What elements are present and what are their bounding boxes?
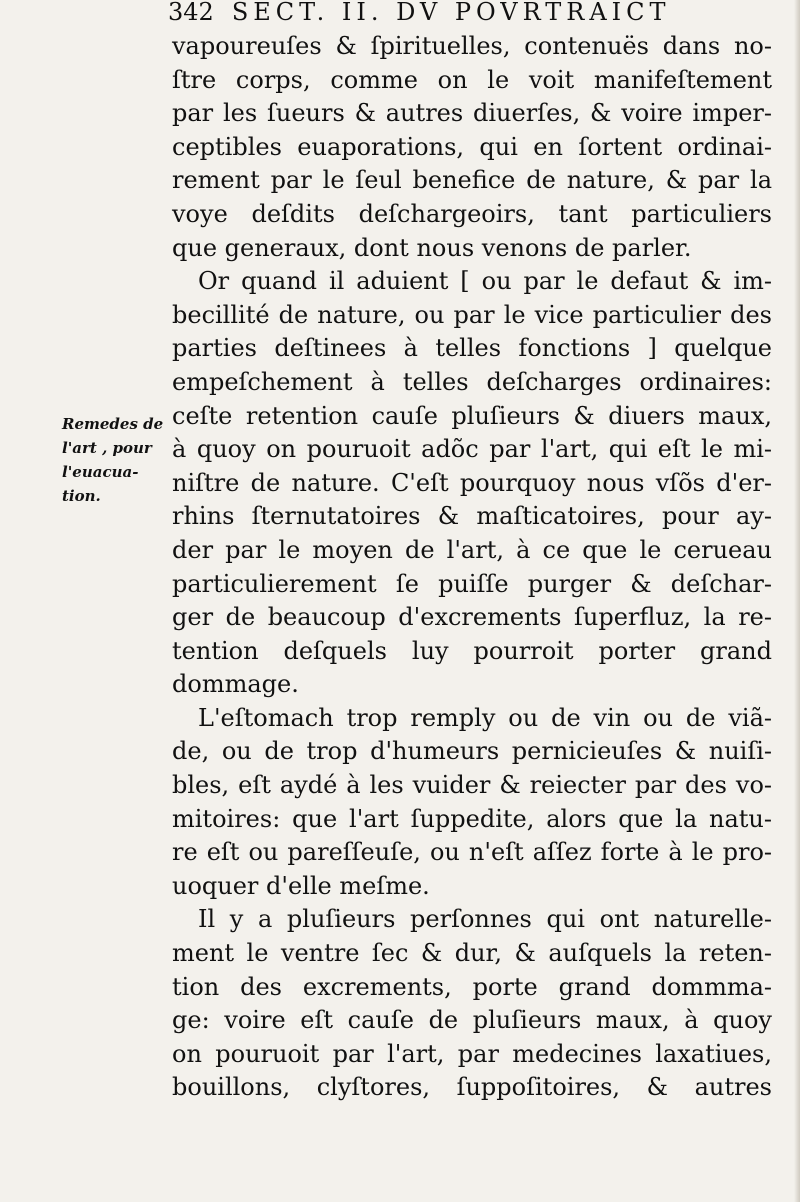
page-edge-shadow (794, 0, 800, 1202)
text-line: ment le ventre ſec & dur, & auſquels la reten- (172, 939, 772, 968)
text-line: par les ſueurs & autres diuerſes, & voire imper- (172, 99, 772, 128)
paragraph-start-line: Il y a pluſieurs perſonnes qui ont naturelle- (198, 905, 772, 934)
marginal-note-line: tion. (62, 487, 101, 505)
paragraph-start-line: L'eſtomach trop remply ou de vin ou de viã- (198, 703, 772, 732)
running-title: SECT. II. DV POVRTRAICT (231, 0, 671, 26)
paragraph-start-line: Or quand il aduient [ ou par le defaut & im- (198, 267, 772, 296)
text-line: de, ou de trop d'humeurs pernicieuſes & nuiſi- (172, 737, 772, 766)
text-line: ger de beaucoup d'excrements ſuperfluz, la re- (172, 603, 772, 632)
page-number: 342 (168, 0, 214, 26)
text-line: rhins ſternutatoires & maſticatoires, pour ay- (172, 502, 772, 531)
text-line: niſtre de nature. C'eſt pourquoy nous vſõs d'er- (172, 468, 772, 497)
text-line: bouillons, clyſtores, ſuppoſitoires, & autres (172, 1073, 772, 1102)
text-line: empeſchement à telles deſcharges ordinaires: (172, 367, 772, 396)
text-line: ceſte retention cauſe pluſieurs & diuers maux, (172, 401, 772, 430)
text-line: ſtre corps, comme on le voit manifeſtement (172, 65, 772, 94)
running-head (168, 0, 768, 24)
marginal-note-line: Remedes de (62, 415, 164, 433)
body-text (172, 30, 772, 1105)
marginal-note-line: l'euacua- (62, 463, 139, 481)
text-line: uoquer d'elle meſme. (172, 871, 430, 900)
text-line: on pouruoit par l'art, par medecines laxatiues, (172, 1039, 772, 1068)
marginal-note (62, 412, 182, 508)
text-line: bles, eſt aydé à les vuider & reiecter par des vo- (172, 771, 772, 800)
text-line: der par le moyen de l'art, à ce que le cerueau (172, 535, 772, 564)
text-line: ge: voire eſt cauſe de pluſieurs maux, à quoy (172, 1006, 772, 1035)
text-line: vapoureuſes & ſpirituelles, contenuës dans no- (172, 32, 772, 60)
text-line: particulierement ſe puiſſe purger & deſchar- (172, 569, 772, 598)
text-line: rement par le ſeul benefice de nature, & par la (172, 166, 772, 195)
text-line: re eſt ou pareſſeuſe, ou n'eſt aſſez forte à le pro- (172, 838, 772, 867)
text-line: ceptibles euaporations, qui en ſortent ordinai- (172, 132, 772, 161)
marginal-note-line: l'art , pour (62, 439, 152, 457)
text-line: que generaux, dont nous venons de parler. (172, 233, 692, 262)
text-line: tion des excrements, porte grand dommma- (172, 972, 772, 1001)
text-line: mitoires: que l'art ſuppedite, alors que la natu- (172, 804, 772, 833)
text-line: tention deſquels luy pourroit porter grand (172, 636, 772, 665)
text-line: à quoy on pouruoit adõc par l'art, qui eſt le mi- (172, 435, 772, 464)
text-line: becillité de nature, ou par le vice particulier des (172, 300, 772, 329)
text-line: voye deſdits deſchargeoirs, tant particuliers (172, 199, 772, 228)
text-line: parties deſtinees à telles fonctions ] quelque (172, 334, 772, 363)
text-line: dommage. (172, 670, 299, 699)
